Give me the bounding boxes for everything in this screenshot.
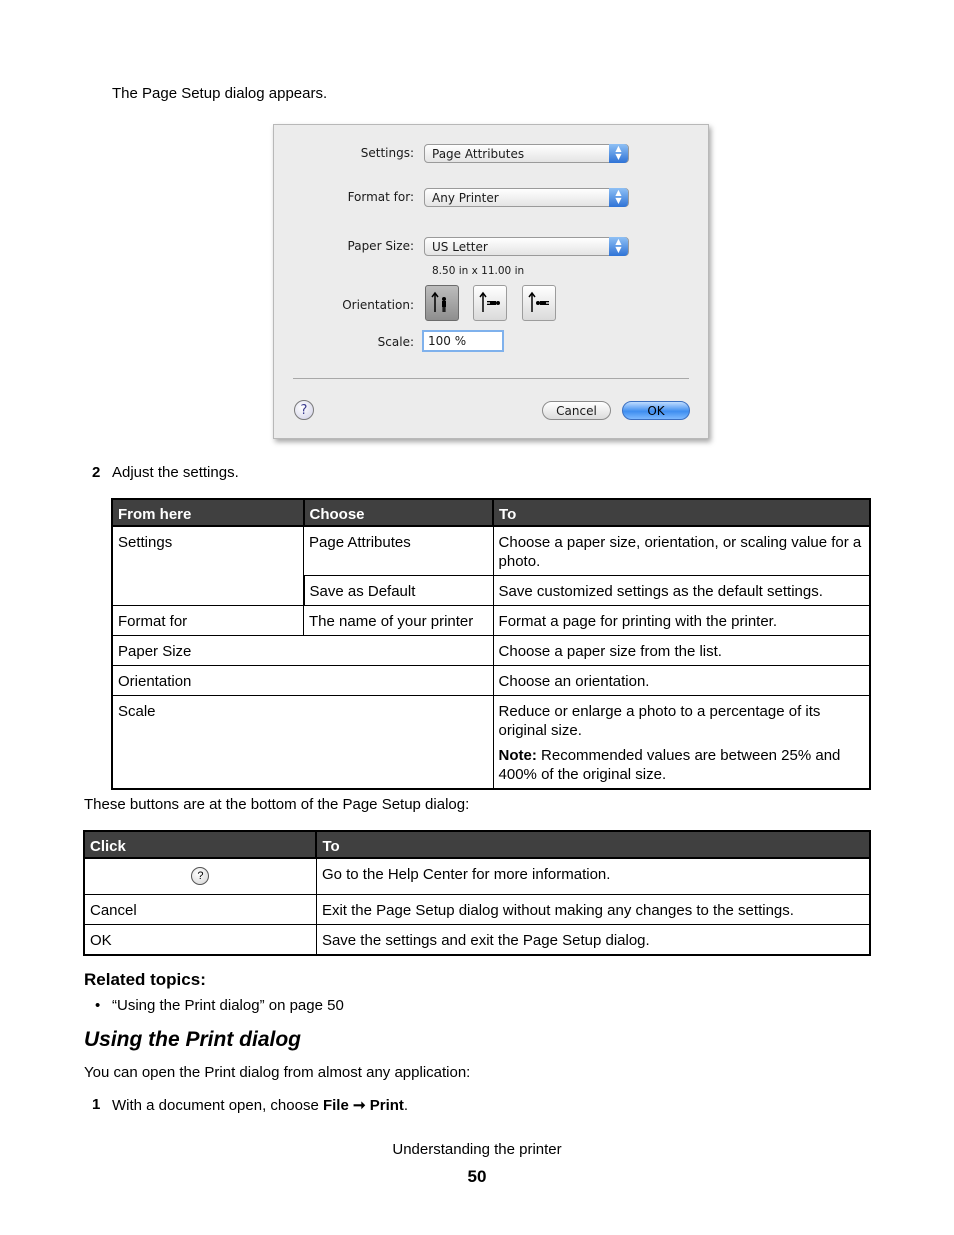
paper-size-label: Paper Size:	[347, 239, 414, 253]
column-header: To	[493, 499, 870, 526]
table-cell: Save the settings and exit the Page Setup dialog.	[316, 925, 870, 956]
note-text: Recommended values are between 25% and 400% of the original size.	[498, 747, 841, 783]
landscape-icon	[477, 290, 503, 316]
step-number: 1	[92, 1096, 101, 1113]
column-header: Choose	[304, 499, 494, 526]
orientation-landscape-button[interactable]	[473, 285, 507, 321]
step-number: 2	[92, 464, 101, 481]
column-header: To	[316, 831, 870, 858]
table-cell: Cancel	[84, 895, 316, 925]
ok-button[interactable]: OK	[622, 401, 690, 420]
bullet-icon: •	[95, 997, 101, 1014]
table-cell: OK	[84, 925, 316, 956]
table-row	[112, 606, 870, 636]
table-row	[112, 666, 870, 696]
table-cell: Go to the Help Center for more information.	[316, 858, 870, 895]
up-down-arrows-icon: ▲ ▼	[609, 188, 628, 207]
table-cell: Exit the Page Setup dialog without making any changes to the settings.	[316, 895, 870, 925]
paper-size-popup-value: US Letter	[432, 240, 488, 254]
table-cell: Format a page for printing with the printer.	[493, 606, 870, 636]
step-text-before: With a document open, choose	[112, 1097, 323, 1114]
table-cell: Choose a paper size, orientation, or scaling value for a photo.	[493, 526, 870, 576]
format-for-popup-value: Any Printer	[432, 191, 499, 205]
buttons-table	[83, 830, 871, 956]
arrow-icon: ➞	[352, 1097, 366, 1114]
table-cell: Choose a paper size from the list.	[493, 636, 870, 666]
portrait-icon	[429, 290, 455, 316]
related-topic-link[interactable]: “Using the Print dialog” on page 50	[112, 997, 344, 1014]
table-header-row	[112, 499, 870, 526]
scale-label: Scale:	[377, 335, 414, 349]
table-cell: Scale	[112, 696, 493, 790]
reverse-landscape-icon	[526, 290, 552, 316]
table-row	[112, 636, 870, 666]
help-button[interactable]: ?	[294, 400, 314, 420]
format-for-popup[interactable]	[424, 188, 629, 207]
table-cell: Page Attributes	[304, 526, 494, 576]
table-row	[84, 895, 870, 925]
settings-label: Settings:	[360, 146, 414, 160]
orientation-label: Orientation:	[342, 298, 414, 312]
table-row	[112, 526, 870, 576]
cancel-button[interactable]: Cancel	[542, 401, 611, 420]
table-row	[84, 858, 870, 895]
table-cell	[493, 696, 870, 790]
section-heading: Using the Print dialog	[84, 1028, 302, 1051]
table-cell: Choose an orientation.	[493, 666, 870, 696]
page-number: 50	[467, 1167, 487, 1186]
step-text: Adjust the settings.	[112, 464, 239, 481]
settings-popup[interactable]	[424, 144, 629, 163]
orientation-portrait-button[interactable]	[425, 285, 459, 321]
paper-dimensions: 8.50 in x 11.00 in	[432, 265, 525, 277]
table-cell: Settings	[112, 526, 304, 606]
table-cell: Format for	[112, 606, 304, 636]
menu-file: File	[322, 1097, 349, 1114]
note-label: Note:	[498, 747, 537, 764]
column-header: Click	[84, 831, 316, 858]
format-for-label: Format for:	[347, 190, 414, 204]
table-row	[84, 925, 870, 956]
table-cell: Save customized settings as the default settings.	[493, 576, 870, 606]
section-paragraph: You can open the Print dialog from almost any application:	[84, 1064, 471, 1081]
dialog-separator	[293, 378, 689, 379]
up-down-arrows-icon: ▲ ▼	[609, 144, 628, 163]
scale-input[interactable]: 100 %	[422, 330, 504, 352]
settings-table	[111, 498, 871, 790]
paper-size-popup[interactable]	[424, 237, 629, 256]
menu-print: Print	[369, 1097, 404, 1114]
table-cell: Paper Size	[112, 636, 493, 666]
table-cell: Save as Default	[304, 576, 494, 606]
step-text	[112, 1096, 408, 1114]
footer-title: Understanding the printer	[392, 1141, 562, 1158]
table-cell	[84, 858, 316, 895]
related-topics-heading: Related topics:	[84, 970, 206, 989]
up-down-arrows-icon: ▲ ▼	[609, 237, 628, 256]
table-row	[112, 696, 870, 790]
settings-popup-value: Page Attributes	[432, 147, 525, 161]
page-setup-dialog	[273, 124, 709, 439]
buttons-intro: These buttons are at the bottom of the Page Setup dialog:	[84, 796, 470, 813]
orientation-reverse-landscape-button[interactable]	[522, 285, 556, 321]
scale-description: Reduce or enlarge a photo to a percentage of its original size.	[498, 703, 821, 739]
intro-text: The Page Setup dialog appears.	[112, 85, 328, 102]
help-icon: ?	[191, 867, 209, 885]
step-text-after: .	[403, 1097, 409, 1114]
table-cell: Orientation	[112, 666, 493, 696]
column-header: From here	[112, 499, 304, 526]
table-cell: The name of your printer	[304, 606, 494, 636]
scale-note	[499, 746, 864, 784]
table-header-row	[84, 831, 870, 858]
